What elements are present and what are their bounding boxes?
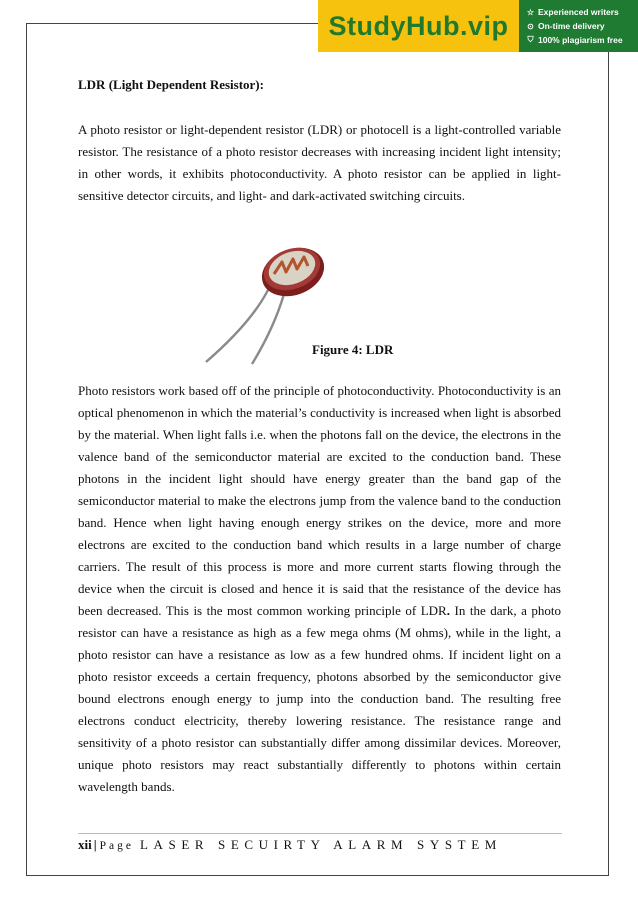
bold-period: . — [446, 603, 450, 618]
feature-item — [526, 21, 638, 31]
page-number: xii — [78, 837, 92, 852]
studyhub-logo[interactable]: StudyHub.vip — [318, 0, 519, 52]
footer-rule — [78, 833, 562, 834]
footer-separator: | — [93, 837, 97, 852]
feature-item — [526, 35, 638, 45]
body-text-part1: Photo resistors work based off of the principle of photoconductivity. Photoconductivity is an optical phenomenon in which the material’s conductivity is increased when light is absorbed by the material. When light falls i.e. when the photons fall on the device, the electrons in the valence band of the semiconductor material are excited to the conduction band. These photons in the incident light should have energy greater than the band gap of the semiconductor material to make the electrons jump from the valence band to the conduction band. Hence when light having enough energy strikes on the device, more and more electrons are excited to the conduction band which results in a large number of charge carriers. The result of this process is more and more current starts flowing through the device when the circuit is closed and hence it is said that the resistance of the device has been decreased. This is the most common working principle of LDR — [78, 383, 561, 618]
feature-label: 100% plagiarism free — [538, 35, 623, 45]
star-icon: ☆ — [526, 7, 535, 17]
studyhub-banner[interactable] — [318, 0, 638, 52]
feature-label: On-time delivery — [538, 21, 605, 31]
feature-list — [519, 0, 638, 52]
feature-label: Experienced writers — [538, 7, 619, 17]
feature-item — [526, 7, 638, 17]
page-word: Page — [99, 840, 134, 852]
section-heading: LDR (Light Dependent Resistor): — [78, 77, 264, 92]
shield-icon: ⛉ — [527, 35, 534, 44]
body-text-part2: In the dark, a photo resistor can have a resistance as high as a few mega ohms (M ohms), while in the light, a photo resistor can have a resistance as low as a few hundred ohms. If incident light on a photo resistor exceeds a certain frequency, photons absorbed by the semiconductor give bound electrons enough energy to jump into the conduction band. The resulting free electrons conduct electricity, thereby lowering resistance. The resistance range and sensitivity of a photo resistor can substantially differ among dissimilar devices. Moreover, unique photo resistors may react substantially differently to photons within certain wavelength bands. — [78, 603, 561, 794]
intro-paragraph: A photo resistor or light-dependent resistor (LDR) or photocell is a light-controlled variable resistor. The resistance of a photo resistor decreases with increasing incident light intensity; in other words, it exhibits photoconductivity. A photo resistor can be applied in light-sensitive detector circuits, and light- and dark-activated switching circuits. — [78, 122, 561, 203]
page-footer — [78, 837, 502, 853]
figure-caption: Figure 4: LDR — [312, 342, 394, 357]
body-paragraph — [78, 380, 561, 798]
document-title: LASER SECUIRTY ALARM SYSTEM — [139, 837, 502, 852]
clock-icon: ⊙ — [527, 21, 534, 31]
